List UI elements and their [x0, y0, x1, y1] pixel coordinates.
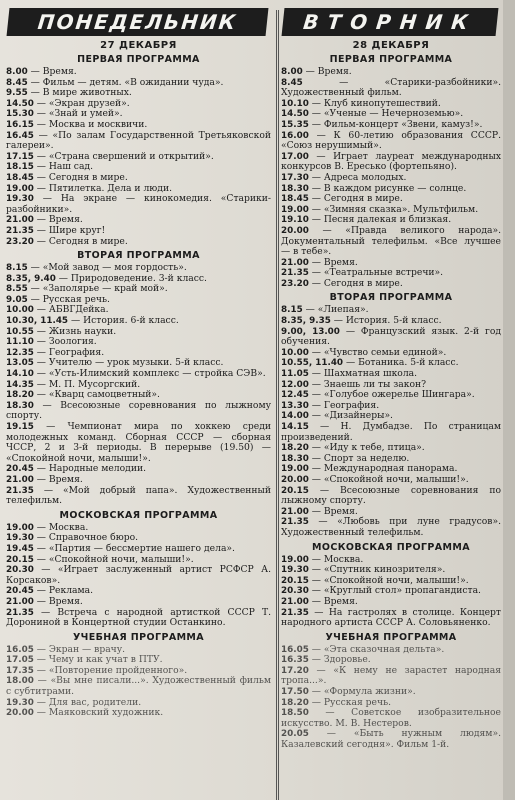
schedule-entry [281, 486, 501, 507]
entry-program: — К 60-летию образования СССР. «Союз нерушимый». [281, 129, 501, 152]
entry-program: — «Спокойной ночи, малыши!». [311, 574, 469, 586]
entry-time: 14.50 [281, 109, 309, 120]
entry-program: — «Мой добрый папа». Художественный телефильм. [6, 484, 271, 507]
entry-program: — Время. [30, 66, 77, 77]
entry-program: — «Старики-разбойники». Художественный фильм. [281, 76, 501, 99]
entry-program: — «Повторение пройденного». [36, 664, 188, 676]
entry-program: — Сегодня в мире. [311, 277, 403, 289]
entry-time: 23.20 [6, 236, 34, 247]
entry-program: — География. [311, 399, 380, 411]
entry-program: — Маяковский художник. [36, 707, 164, 719]
entry-time: 19.00 [281, 554, 309, 565]
entry-program: — Экран — врачу. [36, 643, 126, 655]
entry-time: 8.15 [281, 305, 303, 316]
entry-time: 17.00 [281, 151, 309, 162]
entry-program: — «Играет заслуженный артист РСФСР А. Корсаков». [6, 564, 271, 586]
schedule-entry [281, 422, 501, 443]
entry-time: 19.30 [281, 565, 309, 576]
entry-program: — «К нему не зарастет народная тропа...». [281, 664, 501, 687]
entry-time: 8.35, 9.40 [6, 273, 56, 284]
entry-time: 20.30 [6, 565, 34, 576]
entry-program: — История. 6-й класс. [70, 315, 179, 327]
entry-time: 11.10 [6, 337, 34, 348]
entry-program: — Всесоюзные соревнования по лыжному спорту. [6, 399, 271, 422]
entry-time: 10.55, 11.40 [281, 358, 344, 369]
entry-program: — Время. [305, 66, 352, 77]
entry-program: — «Эта сказочная дельта». [311, 643, 445, 655]
entry-program: — Песня далекая и близкая. [311, 214, 452, 226]
entry-time: 8.35, 9.35 [281, 316, 331, 327]
schedule-entry [6, 131, 271, 152]
entry-program: — «Спутник кинозрителя». [311, 564, 446, 576]
entry-time: 18.20 [281, 443, 309, 454]
entry-time: 14.10 [6, 369, 34, 380]
entry-program: — В мире животных. [30, 87, 132, 99]
entry-time: 12.45 [281, 390, 309, 401]
entry-program: — Время. [311, 595, 358, 607]
entry-program: — Зоология. [36, 336, 97, 348]
entry-time: 21.00 [6, 215, 34, 226]
entry-time: 20.00 [281, 474, 309, 485]
entry-program: — Пятилетка. Дела и люди. [36, 182, 173, 194]
entry-program: — Встреча с народной артисткой СССР Т. Дорониной в Концертной студии Останкино. [6, 606, 271, 629]
entry-time: 15.35 [281, 119, 309, 130]
entry-program: — Москва и москвичи. [36, 118, 148, 130]
entry-time: 18.20 [281, 697, 309, 708]
entry-time: 19.30 [6, 533, 34, 544]
entry-program: — Чему и как учат в ПТУ. [36, 654, 163, 666]
entry-program: — «Знай и умей». [36, 108, 123, 120]
entry-program: — Для вас, родители. [36, 696, 142, 708]
entry-time: 20.45 [6, 464, 34, 475]
entry-program: — Время. [311, 256, 358, 268]
section-title: ВТОРАЯ ПРОГРАММА [329, 292, 453, 304]
entry-time: 20.15 [281, 575, 309, 586]
schedule-entry [281, 131, 501, 152]
entry-time: 14.50 [6, 98, 34, 109]
schedule-entry [6, 422, 271, 464]
entry-time: 10.55 [6, 326, 34, 337]
entry-time: 16.05 [281, 644, 309, 655]
entry-program: — Народные мелодии. [36, 463, 146, 475]
entry-program: — Адреса молодых. [311, 171, 407, 183]
entry-program: — «Ученые — Нечерноземью». [311, 108, 464, 120]
entry-program: — «Мой завод — моя гордость». [30, 262, 187, 274]
schedule-entry [6, 401, 271, 422]
entry-time: 18.20 [6, 390, 34, 401]
entry-time: 17.30 [281, 172, 309, 183]
entry-time: 14.15 [281, 422, 309, 432]
entry-time: 19.30 [6, 194, 34, 205]
date-monday: 27 ДЕКАБРЯ [100, 40, 177, 51]
section-title: ВТОРАЯ ПРОГРАММА [77, 250, 200, 262]
entry-time: 18.30 [6, 400, 34, 411]
entry-program: — «Усть-Илимский комплекс — стройка СЭВ». [36, 368, 266, 380]
entry-program: — На экране — кинокомедия. «Старики-разбойники». [6, 193, 271, 215]
entry-program: — На гастролях в столице. Концерт народного артиста СССР А. Соловьяненко. [281, 606, 501, 629]
entry-program: — «Дизайнеры». [311, 410, 393, 422]
entry-program: — Шире круг! [36, 224, 106, 236]
entry-program: — Клуб кинопутешествий. [311, 97, 441, 109]
entry-time: 21.00 [281, 257, 309, 268]
entry-time: 8.45 [281, 77, 303, 88]
entry-program: — Природоведение. 3-й класс. [58, 272, 207, 284]
entry-time: 18.45 [6, 172, 34, 183]
entry-time: 16.00 [281, 130, 309, 141]
entry-program: — «Лиепая». [305, 304, 369, 316]
entry-program: — «Экран друзей». [36, 97, 130, 109]
entry-program: — История. 5-й класс. [333, 315, 442, 327]
entry-time: 23.20 [281, 278, 309, 289]
entry-program: — Сегодня в мире. [36, 235, 128, 247]
column-divider [276, 10, 277, 800]
section-title: УЧЕБНАЯ ПРОГРАММА [72, 631, 205, 643]
entry-time: 8.45 [6, 77, 28, 88]
entry-time: 12.35 [6, 347, 34, 358]
entry-program: — «Иду к тебе, птица». [311, 442, 425, 454]
entry-program: — Играет лауреат международных конкурсов В. Ересько (фортепьяно). [281, 150, 501, 173]
entry-time: 18.15 [6, 162, 34, 173]
entry-time: 19.00 [281, 464, 309, 475]
entry-time: 20.15 [281, 485, 309, 496]
entry-program: — Международная панорама. [311, 463, 458, 475]
entry-time: 17.15 [6, 151, 34, 162]
entry-program: — Время. [36, 595, 83, 607]
entry-time: 21.00 [281, 506, 309, 517]
entry-time: 21.35 [281, 268, 309, 279]
entry-program: — Н. Думбадзе. По страницам произведений. [281, 421, 501, 443]
entry-program: — Фильм — детям. «В ожидании чуда». [30, 76, 224, 88]
monday-schedule [6, 54, 271, 719]
entry-program: — «По залам Государственной Третьяковской галереи». [6, 129, 271, 152]
entry-time: 16.35 [281, 655, 309, 666]
schedule-entry [281, 708, 501, 729]
entry-time: 20.00 [281, 225, 309, 236]
column-divider [278, 10, 279, 800]
entry-time: 20.05 [281, 729, 309, 740]
entry-time: 18.30 [281, 183, 309, 194]
entry-program: — Москва. [311, 553, 364, 565]
schedule-entry [6, 565, 271, 586]
entry-time: 12.00 [281, 379, 309, 390]
day-header-tuesday: ВТОРНИК [282, 8, 499, 36]
tuesday-column [281, 8, 501, 800]
entry-time: 9.00, 13.00 [281, 326, 340, 337]
schedule-entry [281, 279, 501, 290]
schedule-entry [281, 666, 501, 687]
entry-program: — «Круглый стол» пропагандиста. [311, 585, 481, 597]
entry-program: — «Правда великого народа». Документальный телефильм. «Все лучшее — в тебе». [281, 224, 501, 258]
entry-program: — Справочное бюро. [36, 532, 139, 544]
entry-program: — Спорт за неделю. [311, 452, 410, 464]
schedule-entry [281, 152, 501, 173]
entry-program: — Знаешь ли ты закон? [311, 378, 427, 390]
entry-program: — Время. [311, 505, 358, 517]
entry-time: 16.05 [6, 644, 34, 655]
entry-time: 18.00 [6, 676, 34, 687]
section-title: МОСКОВСКАЯ ПРОГРАММА [59, 509, 218, 521]
entry-time: 21.00 [6, 474, 34, 485]
entry-time: 10.10 [281, 98, 309, 109]
entry-time: 19.15 [6, 422, 34, 432]
entry-time: 19.00 [281, 204, 309, 215]
entry-time: 10.00 [6, 305, 34, 316]
entry-time: 17.20 [281, 665, 309, 676]
entry-program: — Фильм-концерт «Звени, камуз!». [311, 118, 483, 130]
entry-time: 13.05 [6, 358, 34, 369]
entry-program: — Жизнь науки. [36, 325, 117, 337]
entry-program: — Русская речь. [311, 696, 391, 708]
date-tuesday: 28 ДЕКАБРЯ [352, 40, 430, 51]
entry-program: — «Спокойной ночи, малыши!». [36, 553, 194, 565]
entry-time: 21.00 [6, 596, 34, 607]
entry-time: 18.50 [281, 708, 309, 719]
entry-program: — Время. [36, 214, 83, 226]
entry-program: — «Формула жизни». [311, 686, 416, 698]
entry-program: — АБВГДейка. [36, 304, 109, 316]
entry-time: 19.00 [6, 183, 34, 194]
day-header-monday: ПОНЕДЕЛЬНИК [7, 8, 269, 36]
schedule-entry [6, 486, 271, 507]
schedule-entry [6, 237, 271, 248]
entry-program: — «Любовь при луне градусов». Художественный телефильм. [281, 516, 501, 538]
section-title: ПЕРВАЯ ПРОГРАММА [329, 54, 453, 65]
entry-time: 8.00 [6, 67, 28, 77]
schedule-entry [281, 78, 501, 99]
entry-program: — Наш сад. [36, 161, 94, 173]
entry-program: — Русская речь. [30, 293, 110, 305]
entry-time: 18.30 [281, 453, 309, 464]
entry-time: 21.35 [281, 607, 309, 618]
entry-time: 20.30 [281, 586, 309, 597]
entry-program: — Реклама. [36, 585, 94, 597]
entry-program: — Сегодня в мире. [36, 171, 128, 183]
entry-time: 19.45 [6, 543, 34, 554]
schedule-entry [281, 327, 501, 348]
schedule-entry [6, 194, 271, 215]
entry-time: 18.45 [281, 194, 309, 205]
entry-program: — Учителю — урок музыки. 5-й класс. [36, 357, 224, 369]
entry-program: — География. [36, 346, 105, 358]
entry-time: 9.05 [6, 294, 28, 305]
entry-time: 10.00 [281, 347, 309, 358]
entry-time: 15.30 [6, 109, 34, 120]
entry-program: — «Заполярье — край мой». [30, 283, 168, 295]
entry-time: 14.35 [6, 379, 34, 390]
schedule-entry [281, 226, 501, 258]
entry-program: — Москва. [36, 521, 89, 533]
entry-program: — Сегодня в мире. [311, 193, 403, 205]
entry-time: 11.05 [281, 369, 309, 380]
entry-time: 20.00 [6, 708, 34, 719]
entry-time: 16.15 [6, 119, 34, 130]
entry-time: 19.30 [6, 697, 34, 708]
entry-program: — «Театральные встречи». [311, 267, 444, 279]
entry-program: — «Страна свершений и открытий». [36, 150, 214, 162]
entry-program: — Советское изобразительное искусство. М. В. Нестеров. [281, 707, 501, 729]
entry-program: — Время. [36, 473, 83, 485]
tuesday-schedule [281, 54, 501, 751]
entry-time: 13.30 [281, 400, 309, 411]
section-title: УЧЕБНАЯ ПРОГРАММА [325, 631, 457, 643]
entry-time: 17.50 [281, 687, 309, 698]
entry-program: — «Вы мне писали...». Художественный фильм с субтитрами. [6, 675, 271, 698]
section-title: ПЕРВАЯ ПРОГРАММА [77, 54, 200, 65]
schedule-entry [6, 676, 271, 697]
entry-time: 17.05 [6, 655, 34, 666]
entry-time: 21.35 [6, 485, 34, 496]
entry-time: 8.00 [281, 67, 303, 77]
entry-time: 10.30, 11.45 [6, 316, 69, 327]
schedule-entry [281, 729, 501, 750]
entry-program: — М. П. Мусоргский. [36, 378, 141, 390]
entry-program: — Здоровье. [311, 654, 371, 666]
schedule-entry [281, 608, 501, 629]
entry-time: 21.00 [281, 596, 309, 607]
entry-time: 8.15 [6, 263, 28, 274]
entry-program: — «Кварц самоцветный». [36, 389, 160, 401]
entry-time: 9.55 [6, 88, 28, 99]
entry-time: 20.45 [6, 586, 34, 597]
monday-column [6, 8, 271, 800]
entry-program: — Ботаника. 5-й класс. [345, 357, 459, 369]
entry-time: 16.45 [6, 130, 34, 141]
entry-time: 21.35 [6, 607, 34, 618]
entry-program: — «Чувство семьи единой». [311, 346, 447, 358]
entry-program: — Шахматная школа. [311, 368, 418, 380]
section-title: МОСКОВСКАЯ ПРОГРАММА [312, 541, 470, 553]
entry-program: — Французский язык. 2-й год обучения. [281, 325, 501, 348]
entry-program: — Чемпионат мира по хоккею среди молодежных команд. Сборная СССР — сборная ЧССР, 2 и 3-й периоды. В перерыве (19.50) — «Спокойной ночи, малыши!». [6, 421, 271, 464]
entry-program: — Всесоюзные соревнования по лыжному спорту. [281, 484, 501, 507]
entry-program: — «Голубое ожерелье Шингара». [311, 389, 475, 401]
entry-time: 8.55 [6, 284, 28, 295]
entry-program: — В каждом рисунке — солнце. [311, 182, 467, 194]
entry-time: 19.00 [6, 522, 34, 533]
page-edge [503, 0, 515, 800]
entry-program: — «Быть нужным людям». Казалевский сегодня». Фильм 1-й. [281, 728, 501, 751]
entry-program: — «Спокойной ночи, малыши!». [311, 473, 469, 485]
entry-time: 17.35 [6, 665, 34, 676]
entry-time: 20.15 [6, 554, 34, 565]
entry-program: — «Зимняя сказка». Мультфильм. [311, 203, 479, 215]
entry-time: 14.00 [281, 411, 309, 422]
schedule-entry [6, 708, 271, 719]
entry-time: 19.10 [281, 215, 309, 226]
entry-time: 21.35 [6, 225, 34, 236]
entry-program: — «Партия — бессмертие нашего дела». [36, 542, 235, 554]
schedule-entry [6, 608, 271, 629]
schedule-entry [281, 517, 501, 538]
entry-time: 21.35 [281, 517, 309, 528]
